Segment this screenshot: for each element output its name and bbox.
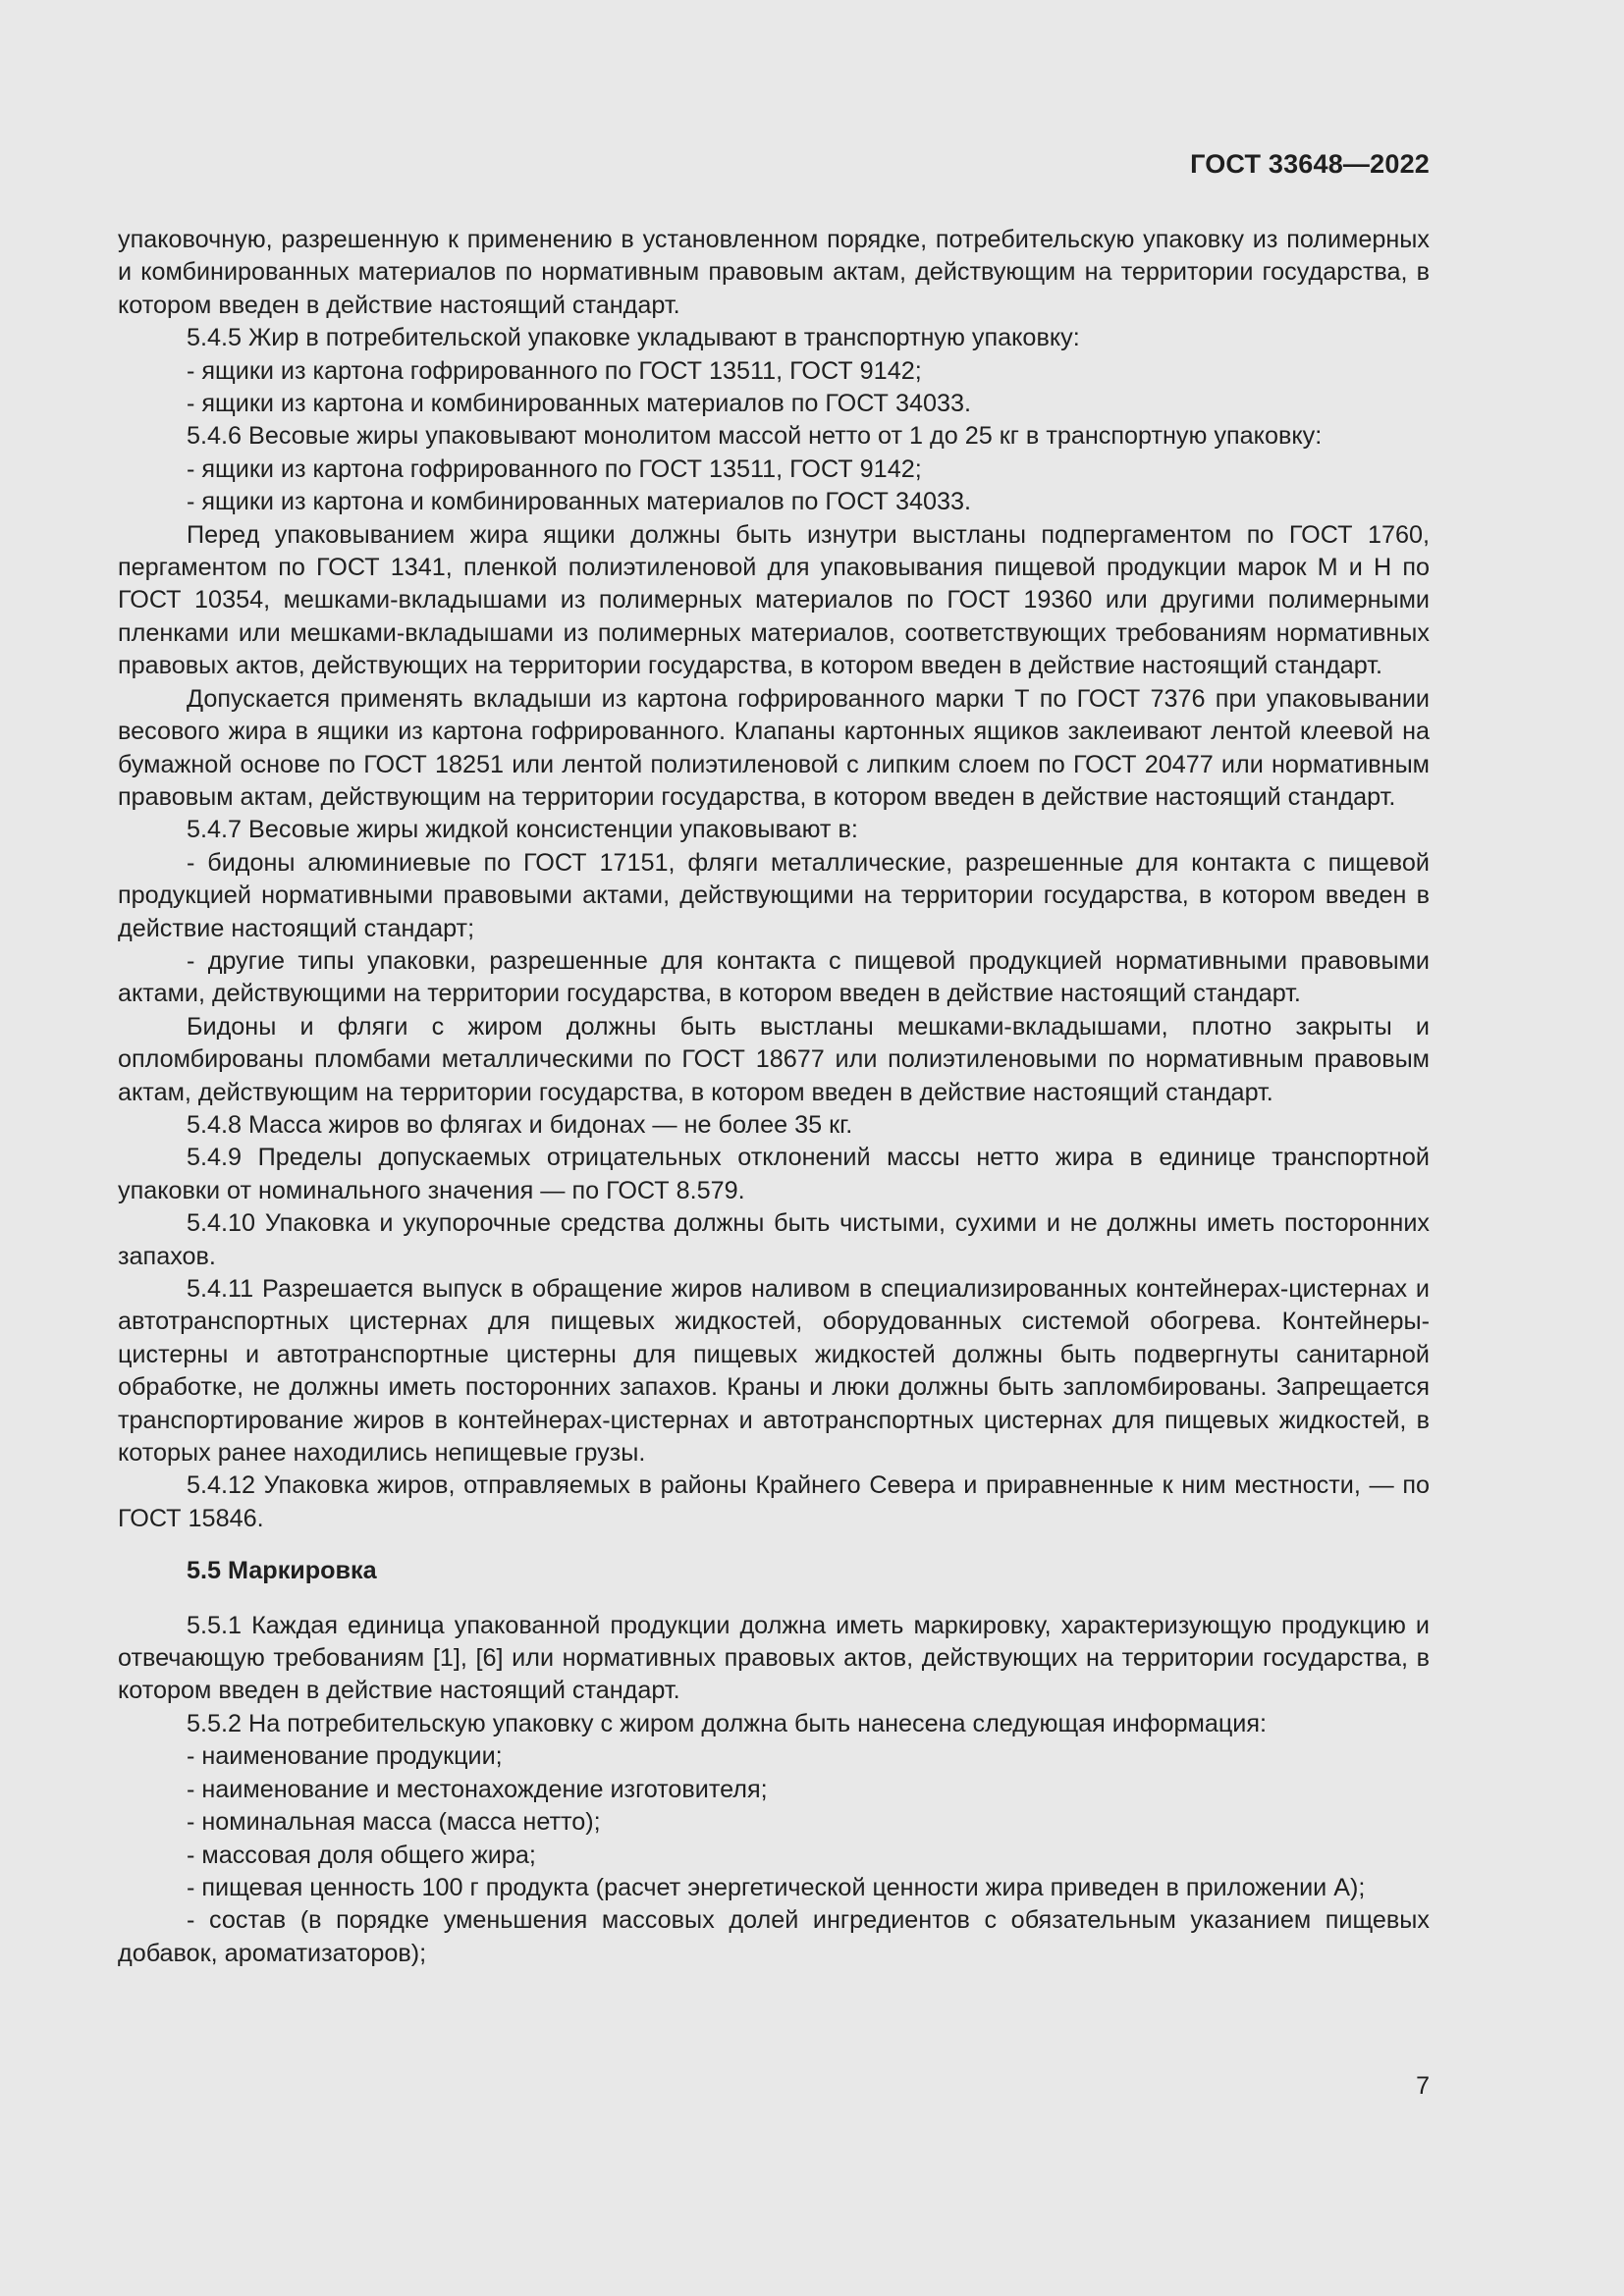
clause-5-4-10: 5.4.10 Упаковка и укупорочные средства должны быть чистыми, сухими и не должны иметь посторонних запахов. xyxy=(118,1209,1430,1270)
list-item: - ящики из картона и комбинированных материалов по ГОСТ 34033. xyxy=(187,390,971,418)
list-item: - бидоны алюминиевые по ГОСТ 17151, фляги металлические, разрешенные для контакта с пищевой продукцией нормативными правовыми актами, действующими на территории государства, в котором введен в действие настоящий стандарт; xyxy=(118,848,1430,942)
list-item: - другие типы упаковки, разрешенные для контакта с пищевой продукцией нормативными правовыми актами, действующими на территории государства, в котором введен в действие настоящий стандарт. xyxy=(118,946,1430,1008)
list-item: - наименование и местонахождение изготовителя; xyxy=(187,1775,768,1803)
clause-5-5-2: 5.5.2 На потребительскую упаковку с жиром должна быть нанесена следующая информация: xyxy=(187,1709,1267,1737)
list-item: - ящики из картона и комбинированных материалов по ГОСТ 34033. xyxy=(187,488,971,516)
list-item: - наименование продукции; xyxy=(187,1742,503,1771)
paragraph: Бидоны и фляги с жиром должны быть выстланы мешками-вкладышами, плотно закрыты и опломбированы пломбами металлическими по ГОСТ 18677 или полиэтиленовыми по нормативным правовым актам, действующим на территории государства, в котором введен в действие настоящий стандарт. xyxy=(118,1012,1430,1106)
page-number: 7 xyxy=(1416,2072,1430,2100)
list-item: - ящики из картона гофрированного по ГОСТ 13511, ГОСТ 9142; xyxy=(187,356,922,385)
clause-5-4-9: 5.4.9 Пределы допускаемых отрицательных отклонений массы нетто жира в единице транспортной упаковки от номинального значения — по ГОСТ 8.579. xyxy=(118,1144,1430,1204)
clause-5-4-6: 5.4.6 Весовые жиры упаковывают монолитом массой нетто от 1 до 25 кг в транспортную упаковку: xyxy=(187,422,1323,451)
list-item: - массовая доля общего жира; xyxy=(187,1841,536,1869)
page-body xyxy=(118,224,1430,1970)
list-item: - состав (в порядке уменьшения массовых долей ингредиентов с обязательным указанием пищевых добавок, ароматизаторов); xyxy=(118,1906,1430,1967)
clause-5-4-12: 5.4.12 Упаковка жиров, отправляемых в районы Крайнего Севера и приравненные к ним местности, — по ГОСТ 15846. xyxy=(118,1471,1430,1532)
paragraph: Допускается применять вкладыши из картона гофрированного марки Т по ГОСТ 7376 при упаковывании весового жира в ящики из картона гофрированного. Клапаны картонных ящиков заклеивают лентой клеевой на бумажной основе по ГОСТ 18251 или лентой полиэтиленовой с липким слоем по ГОСТ 20477 или нормативным правовым актам, действующим на территории государства, в котором введен в действие настоящий стандарт. xyxy=(118,684,1430,811)
document-number: ГОСТ 33648—2022 xyxy=(1190,149,1430,179)
section-heading: 5.5 Маркировка xyxy=(187,1557,377,1585)
list-item: - пищевая ценность 100 г продукта (расчет энергетической ценности жира приведен в приложении А); xyxy=(187,1873,1366,1901)
paragraph: Перед упаковыванием жира ящики должны быть изнутри выстланы подпергаментом по ГОСТ 1760, пергаментом по ГОСТ 1341, пленкой полиэтиленовой для упаковывания пищевой продукции марок М и Н по ГОСТ 10354, мешками-вкладышами из полимерных материалов по ГОСТ 19360 или другими полимерными пленками или мешками-вкладышами из полимерных материалов, соответствующих требованиям нормативных правовых актов, действующих на территории государства, в котором введен в действие настоящий стандарт. xyxy=(118,520,1430,680)
clause-5-4-7: 5.4.7 Весовые жиры жидкой консистенции упаковывают в: xyxy=(187,816,858,844)
clause-5-4-8: 5.4.8 Масса жиров во флягах и бидонах — не более 35 кг. xyxy=(187,1110,853,1139)
clause-5-4-5: 5.4.5 Жир в потребительской упаковке укладывают в транспортную упаковку: xyxy=(187,324,1080,352)
list-item: - ящики из картона гофрированного по ГОСТ 13511, ГОСТ 9142; xyxy=(187,454,922,483)
clause-5-5-1: 5.5.1 Каждая единица упакованной продукции должна иметь маркировку, характеризующую продукцию и отвечающую требованиям [1], [6] или нормативных правовых актов, действующих на территории государства, в котором введен в действие настоящий стандарт. xyxy=(118,1611,1430,1705)
paragraph: упаковочную, разрешенную к применению в установленном порядке, потребительскую упаковку из полимерных и комбинированных материалов по нормативным правовым актам, действующим на территории государства, в котором введен в действие настоящий стандарт. xyxy=(118,226,1430,319)
clause-5-4-11: 5.4.11 Разрешается выпуск в обращение жиров наливом в специализированных контейнерах-цистернах и автотранспортных цистернах для пищевых жидкостей, оборудованных системой обогрева. Контейнеры-цистерны и автотранспортные цистерны для пищевых жидкостей должны быть подвергнуты санитарной обработке, не должны иметь посторонних запахов. Краны и люки должны быть запломбированы. Запрещается транспортирование жиров в контейнерах-цистернах и автотранспортных цистернах для пищевых жидкостей, в которых ранее находились непищевые грузы. xyxy=(118,1275,1430,1468)
list-item: - номинальная масса (масса нетто); xyxy=(187,1808,601,1837)
